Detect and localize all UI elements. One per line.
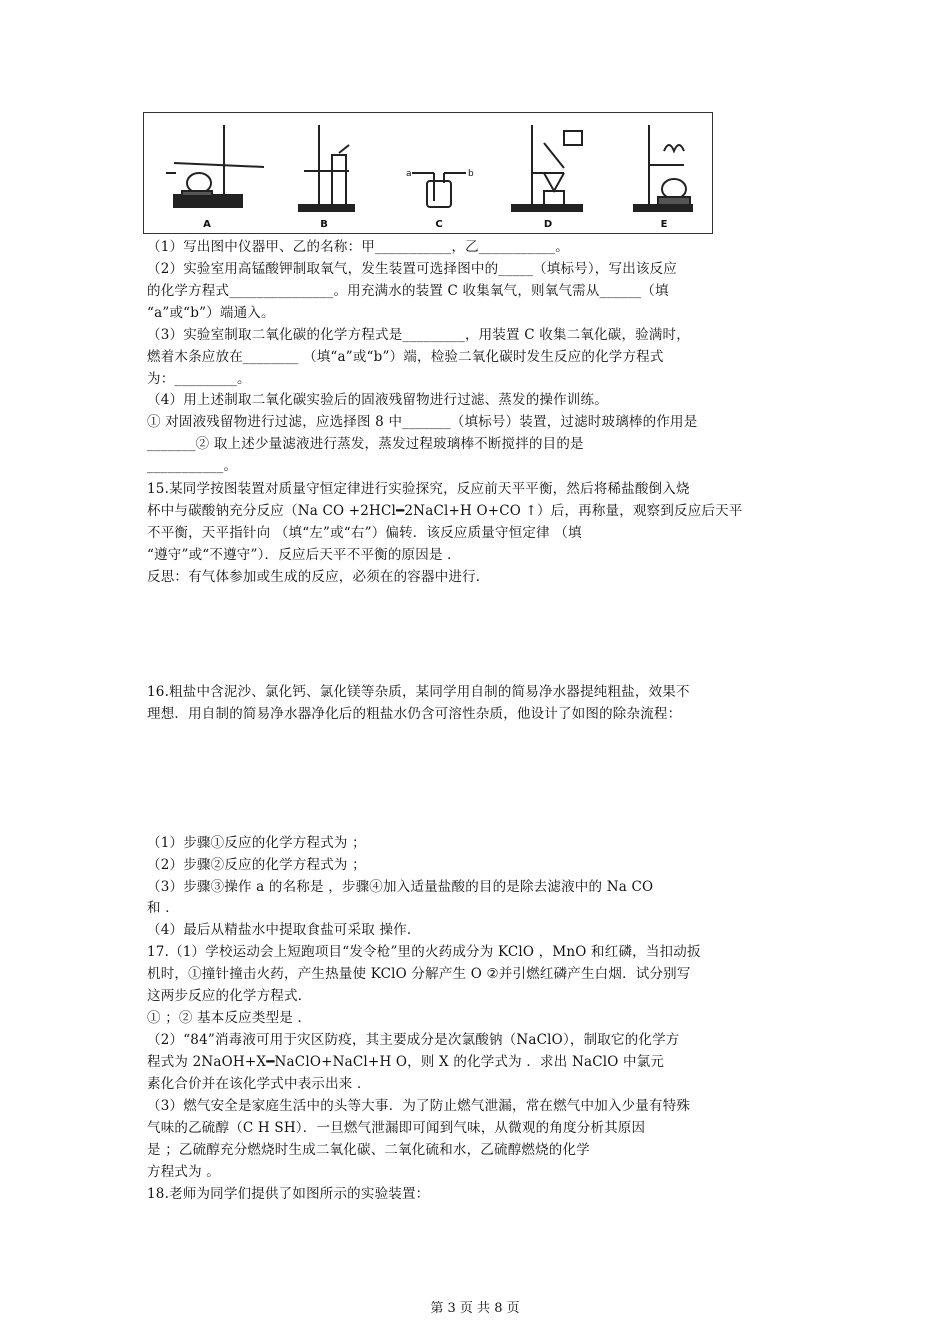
q15-line-1: 15.某同学按图装置对质量守恒定律进行实验探究，反应前天平平衡，然后将稀盐酸倒入烧 bbox=[147, 481, 690, 497]
apparatus-c bbox=[412, 173, 466, 207]
apparatus-figure bbox=[143, 112, 713, 234]
q17-line-9: 气味的乙硫醇（C H SH）．一旦燃气泄漏即可闻到气味，从微观的角度分析其原因 bbox=[147, 1120, 646, 1136]
q17-line-4: ① ；② 基本反应类型是 ． bbox=[147, 1010, 312, 1026]
q14-line-10: _______② 取上述少量滤液进行蒸发，蒸发过程玻璃棒不断搅拌的目的是 bbox=[147, 436, 584, 452]
q17-line-2: 机时，①撞针撞击火药，产生热量使 KClO 分解产生 O ②并引燃红磷产生白烟．试分别写 bbox=[147, 966, 691, 982]
q17-line-5: （2）“84”消毒液可用于灾区防疫，其主要成分是次氯酸钠（NaClO），制取它的化学方 bbox=[147, 1032, 680, 1048]
q16-part-2: （2）步骤②反应的化学方程式为 ； bbox=[147, 857, 366, 873]
q17-line-10: 是 ；乙硫醇充分燃烧时生成二氧化碳、二氧化硫和水，乙硫醇燃烧的化学 bbox=[147, 1142, 590, 1158]
q16-line-1: 16.粗盐中含泥沙、氯化钙、氯化镁等杂质，某同学用自制的简易净水器提纯粗盐，效果不 bbox=[147, 684, 690, 700]
q15-line-3: 不平衡，天平指针向 （填“左”或“右”）偏转．该反应质量守恒定律 （填 bbox=[147, 525, 582, 541]
apparatus-drawing bbox=[144, 113, 712, 233]
q16-part-3: （3）步骤③操作 a 的名称是 ，步骤④加入适量盐酸的目的是除去滤液中的 Na CO bbox=[147, 879, 654, 895]
port-b: b bbox=[468, 169, 474, 179]
apparatus-d bbox=[512, 125, 582, 211]
q14-line-6: 燃着木条应放在________ （填“a”或“b”）端，检验二氧化碳时发生反应的化学方程式 bbox=[147, 349, 664, 365]
q15-reflection: 反思：有气体参加或生成的反应，必须在的容器中进行． bbox=[147, 569, 490, 585]
q16-line-2: 理想．用自制的简易净水器净化后的粗盐水仍含可溶性杂质，他设计了如图的除杂流程： bbox=[147, 706, 682, 722]
port-a: a bbox=[406, 169, 412, 179]
label-b: B bbox=[320, 219, 328, 230]
q17-line-7: 素化合价并在该化学式中表示出来 ． bbox=[147, 1076, 371, 1092]
q17-line-1: 17.（1）学校运动会上短跑项目“发令枪”里的火药成分为 KClO ，MnO 和红磷，当扣动扳 bbox=[147, 944, 701, 960]
label-e: E bbox=[660, 219, 668, 230]
label-c: C bbox=[435, 219, 443, 230]
apparatus-b bbox=[299, 125, 354, 211]
label-a: A bbox=[203, 219, 211, 230]
q14-line-11: ___________。 bbox=[147, 458, 238, 474]
apparatus-a bbox=[166, 125, 264, 207]
q15-line-2: 杯中与碳酸钠充分反应（Na CO +2HCl━2NaCl+H O+CO ↑）后，再称量，观察到反应后天平 bbox=[147, 503, 743, 519]
q14-line-2: （2）实验室用高锰酸钾制取氧气，发生装置可选择图中的_____（填标号），写出该反应 bbox=[147, 261, 677, 277]
q14-line-9: ① 对固液残留物进行过滤，应选择图 8 中_______（填标号）装置，过滤时玻璃棒的作用是 bbox=[147, 414, 698, 430]
q16-part-3-cont: 和 ． bbox=[147, 900, 179, 916]
q17-line-11: 方程式为 。 bbox=[147, 1164, 220, 1180]
q14-line-8: （4）用上述制取二氧化碳实验后的固液残留物进行过滤、蒸发的操作训练。 bbox=[147, 392, 608, 408]
q16-part-4: （4）最后从精盐水中提取食盐可采取 操作． bbox=[147, 922, 421, 938]
q14-line-5: （3）实验室制取二氧化碳的化学方程式是_________，用装置 C 收集二氧化碳，验满时， bbox=[147, 327, 690, 343]
apparatus-e bbox=[634, 125, 692, 211]
q15-line-4: “遵守”或“不遵守”）．反应后天平不平衡的原因是 ． bbox=[147, 547, 461, 563]
q14-line-1: （1）写出图中仪器甲、乙的名称：甲___________，乙___________。 bbox=[147, 239, 569, 255]
label-d: D bbox=[543, 219, 553, 230]
q18-line-1: 18.老师为同学们提供了如图所示的实验装置： bbox=[147, 1186, 430, 1202]
q14-line-4: “a”或“b”）端通入。 bbox=[147, 305, 275, 321]
q17-line-6: 程式为 2NaOH+X━NaClO+NaCl+H O，则 X 的化学式为 ．求出 NaClO 中氯元 bbox=[147, 1054, 665, 1070]
q14-line-3: 的化学方程式_______________。用充满水的装置 C 收集氧气，则氧气需从______（填 bbox=[147, 283, 669, 299]
q17-line-3: 这两步反应的化学方程式． bbox=[147, 988, 312, 1004]
q16-part-1: （1）步骤①反应的化学方程式为 ； bbox=[147, 835, 366, 851]
q17-line-8: （3）燃气安全是家庭生活中的头等大事．为了防止燃气泄漏，常在燃气中加入少量有特殊 bbox=[147, 1098, 691, 1114]
page-footer: 第 3 页 共 8 页 bbox=[430, 1301, 520, 1316]
q14-line-7: 为：_________。 bbox=[147, 371, 251, 387]
